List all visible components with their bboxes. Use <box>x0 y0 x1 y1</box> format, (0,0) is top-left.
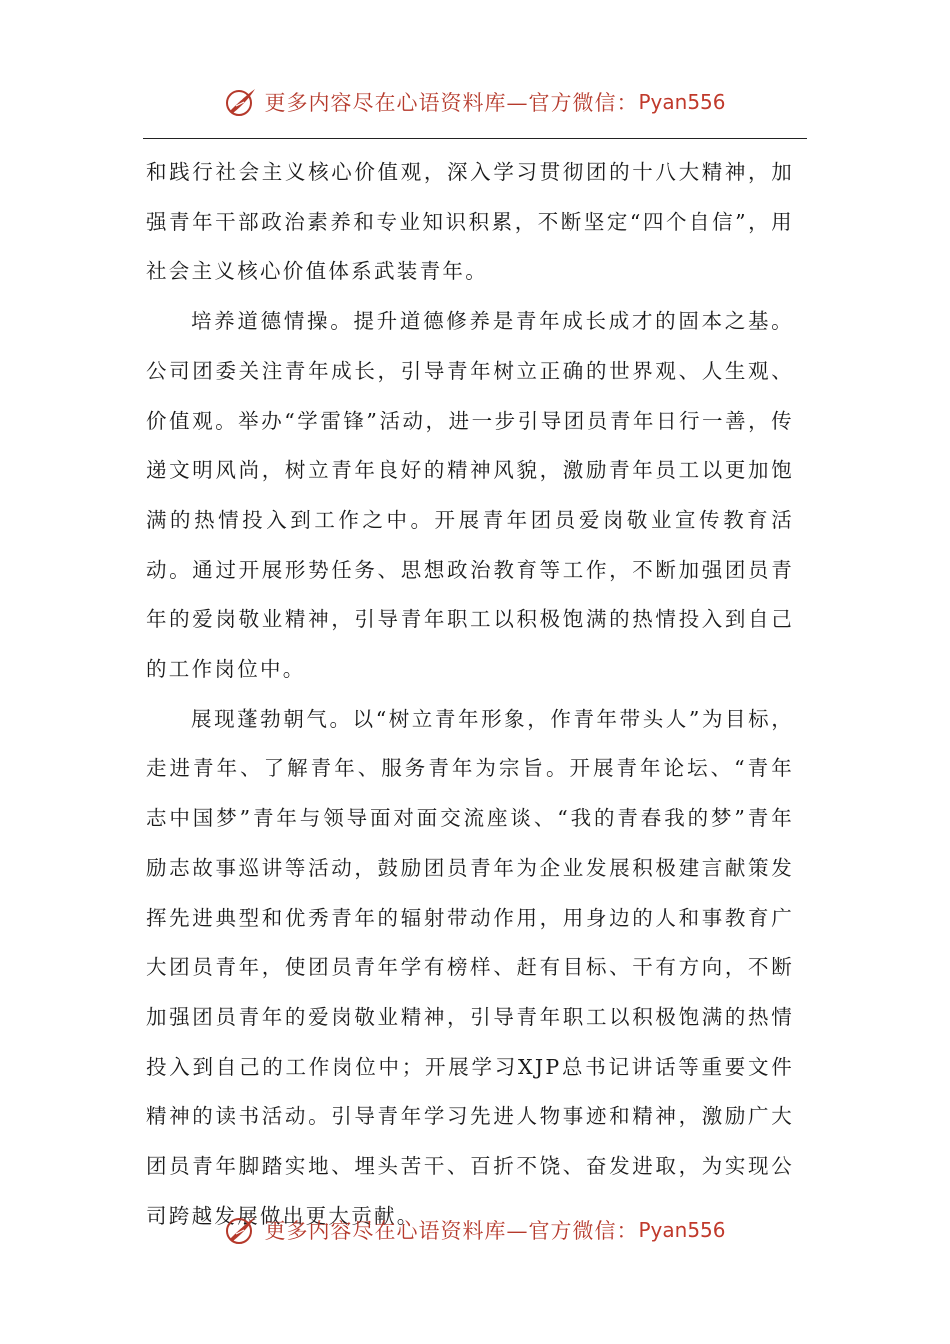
paragraph-moral-cultivation: 培养道德情操。提升道德修养是青年成长成才的固本之基。公司团委关注青年成长，引导青年树立正确的世界观、人生观、价值观。举办“学雷锋”活动，进一步引导团员青年日行一善，传递文明风尚，树立青年良好的精神风貌，激励青年员工以更加饱满的热情投入到工作之中。开展青年团员爱岗敬业宣传教育活动。通过开展形势任务、思想政治教育等工作，不断加强团员青年的爱岗敬业精神，引导青年职工以积极饱满的热情投入到自己的工作岗位中。 <box>146 309 794 682</box>
footer-banner <box>0 1210 950 1250</box>
header-banner-wechat-id: Pyan556 <box>638 90 726 114</box>
header-banner-text: 更多内容尽在心语资料库—官方微信： <box>264 91 639 115</box>
footer-banner-wechat-id: Pyan556 <box>638 1218 726 1242</box>
quill-logo-icon <box>224 85 258 119</box>
document-body <box>146 148 794 1241</box>
paragraph-continued: 和践行社会主义核心价值观，深入学习贯彻团的十八大精神，加强青年干部政治素养和专业知识积累，不断坚定“四个自信”，用社会主义核心价值体系武装青年。 <box>146 160 794 284</box>
quill-logo-icon <box>224 1213 258 1247</box>
header-divider <box>143 138 807 139</box>
header-banner <box>0 82 950 122</box>
paragraph-youth-vigor: 展现蓬勃朝气。以“树立青年形象，作青年带头人”为目标，走进青年、了解青年、服务青年为宗旨。开展青年论坛、“青年志中国梦”青年与领导面对面交流座谈、“我的青春我的梦”青年励志故事巡讲等活动，鼓励团员青年为企业发展积极建言献策发挥先进典型和优秀青年的辐射带动作用，用身边的人和事教育广大团员青年，使团员青年学有榜样、赶有目标、干有方向，不断加强团员青年的爱岗敬业精神，引导青年职工以积极饱满的热情投入到自己的工作岗位中；开展学习XJP总书记讲话等重要文件精神的读书活动。引导青年学习先进人物事迹和精神，激励广大团员青年脚踏实地、埋头苦干、百折不饶、奋发进取，为实现公司跨越发展做出更大贡献。 <box>146 706 794 1228</box>
footer-banner-text: 更多内容尽在心语资料库—官方微信： <box>264 1219 639 1243</box>
